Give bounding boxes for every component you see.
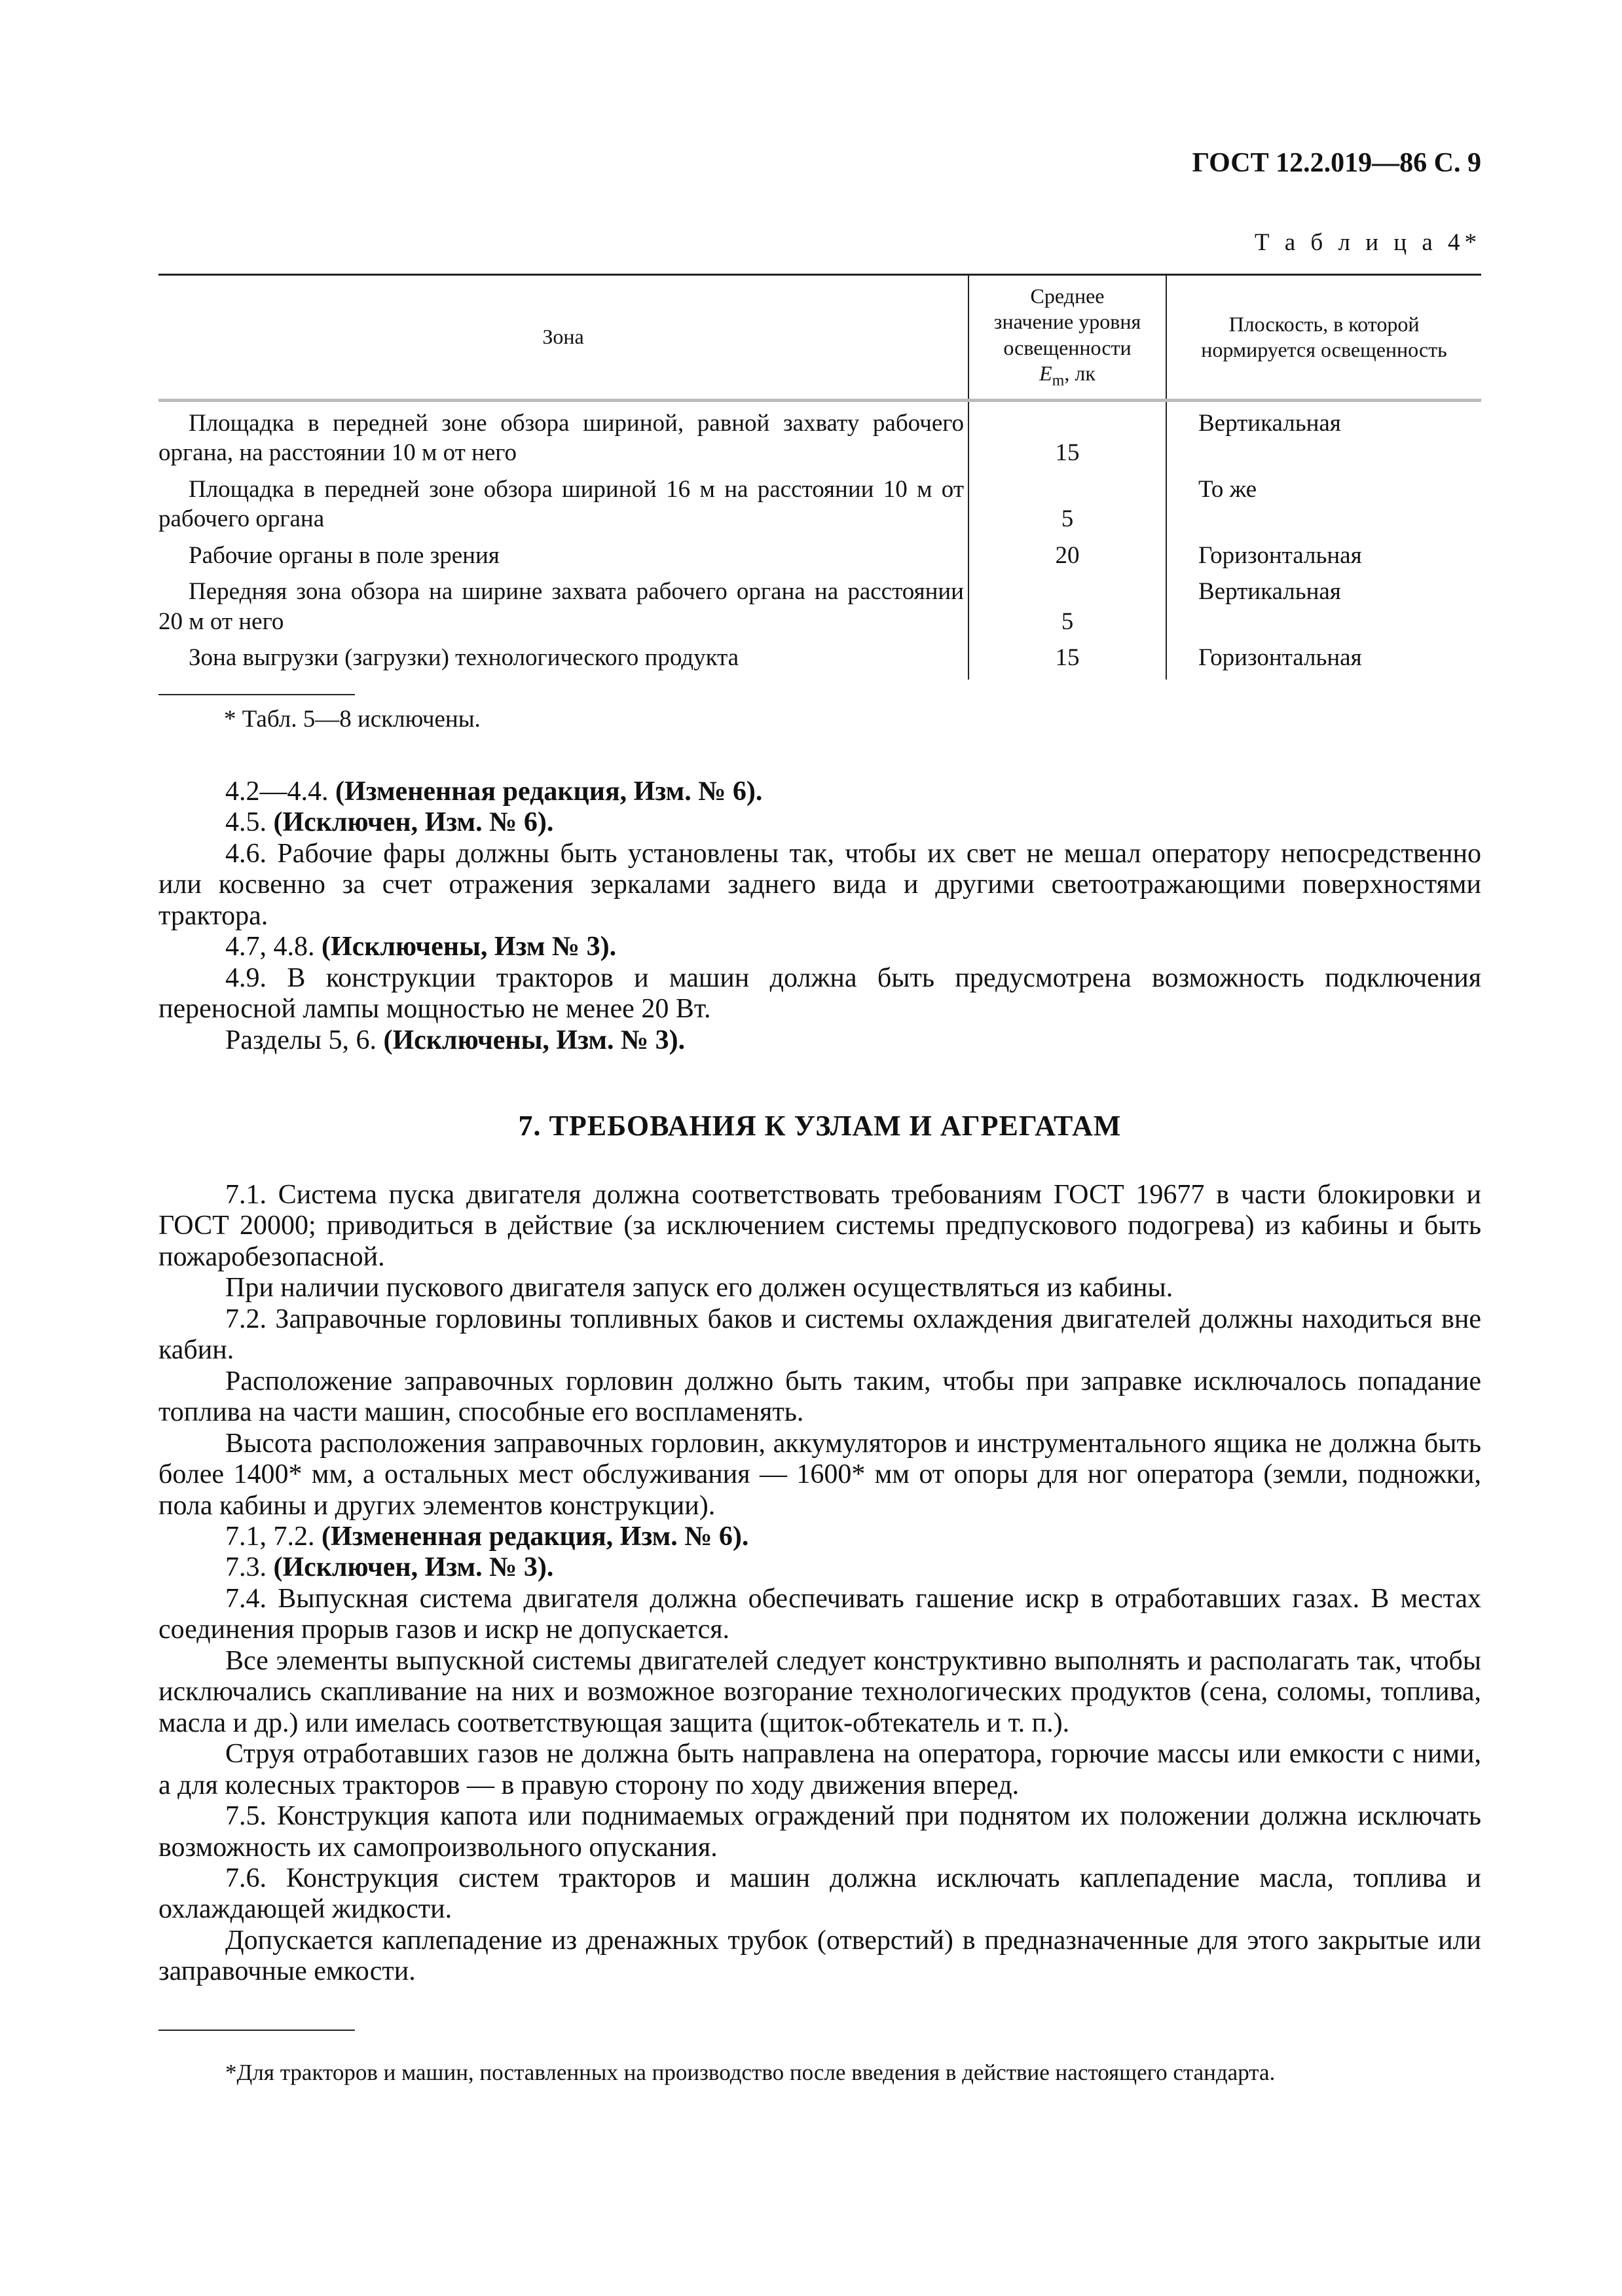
clause-text: Конструкция капота или поднимаемых ограждений при поднятом их положении должна исключать возможность их самопроизвольного опускания. bbox=[158, 1801, 1482, 1863]
paragraph bbox=[158, 1801, 1481, 1863]
row-plane: То же bbox=[1166, 475, 1481, 541]
clause-number: 4.7, 4.8. bbox=[225, 932, 315, 962]
table-row bbox=[158, 541, 1481, 577]
amendment-note: (Исключен, Изм. № 6). bbox=[273, 807, 554, 838]
clause-number: 7.4. bbox=[225, 1583, 267, 1614]
paragraph bbox=[158, 1304, 1481, 1366]
clause-number: 7.1. bbox=[225, 1180, 267, 1210]
clause-text: Конструкция систем тракторов и машин должна исключать каплепадение масла, топлива и охлаждающей жидкости. bbox=[158, 1863, 1482, 1925]
row-zone: Зона выгрузки (загрузки) технологического продукта bbox=[189, 644, 739, 672]
paragraph bbox=[158, 1646, 1481, 1739]
clause-number: 7.6. bbox=[225, 1863, 267, 1893]
clause-number: 4.5. bbox=[225, 807, 267, 838]
header-plane: Плоскость, в которой нормируется освещенность bbox=[1166, 275, 1481, 401]
paragraph bbox=[158, 839, 1481, 932]
paragraph bbox=[158, 932, 1481, 962]
row-zone: Площадка в передней зоне обзора шириной, равной захвату рабочего органа, на расстоянии 10 м от него bbox=[158, 409, 964, 467]
clause-text: Заправочные горловины топливных баков и системы охлаждения двигателей должны находиться вне кабин. bbox=[158, 1303, 1481, 1366]
table-row bbox=[158, 475, 1481, 541]
clause-number: 7.3. bbox=[225, 1552, 267, 1583]
clause-text: Все элементы выпускной системы двигателей следует конструктивно выполнять и располагать так, чтобы исключались скапливание на них и возможное возгорание технологических продуктов (сена, соломы, топлива, масла и др.) или имелась соответствующая защита (щиток-обтекатель и т. п.). bbox=[158, 1645, 1481, 1738]
paragraph bbox=[158, 1180, 1481, 1273]
clause-text: Система пуска двигателя должна соответствовать требованиям ГОСТ 19677 в части блокировки и ГОСТ 20000; приводиться в действие (за исключением системы предпускового подогрева) из кабины и быть пожаробезопасной. bbox=[158, 1180, 1481, 1272]
clause-text: Струя отработавших газов не должна быть направлена на оператора, горючие массы или емкости с ними, а для колесных тракторов — в правую сторону по ходу движения вперед. bbox=[158, 1739, 1481, 1800]
amendment-note: (Исключен, Изм. № 3). bbox=[273, 1552, 554, 1583]
clause-number: 4.2—4.4. bbox=[225, 776, 329, 807]
clause-number: 4.9. bbox=[225, 962, 267, 993]
paragraph bbox=[158, 1522, 1481, 1552]
clause-number: 7.2. bbox=[225, 1303, 267, 1334]
row-plane: Вертикальная bbox=[1166, 577, 1481, 643]
clause-number: 7.1, 7.2. bbox=[225, 1521, 315, 1552]
clause-text: Рабочие фары должны быть установлены так, чтобы их свет не мешал оператору непосредственно или косвенно за счет отражения зеркалами заднего вида и другими светоотражающими поверхностями трактора. bbox=[158, 838, 1482, 931]
header-value: Среднее значение уровня освещенности $E_m$, лк bbox=[968, 275, 1166, 401]
row-zone: Передняя зона обзора на ширине захвата рабочего органа на расстоянии 20 м от него bbox=[158, 578, 964, 635]
row-value: 15 bbox=[968, 400, 1166, 475]
amendment-note: (Измененная редакция, Изм. № 6). bbox=[335, 776, 763, 807]
row-value: 5 bbox=[968, 475, 1166, 541]
paragraph bbox=[158, 1025, 1481, 1056]
page-header: ГОСТ 12.2.019—86 С. 9 bbox=[1192, 148, 1481, 178]
table-row bbox=[158, 577, 1481, 643]
paragraph bbox=[158, 1366, 1481, 1429]
paragraph bbox=[158, 807, 1481, 838]
paragraph bbox=[158, 1925, 1481, 1988]
table-row bbox=[158, 643, 1481, 680]
paragraph bbox=[158, 1552, 1481, 1583]
row-zone: Площадка в передней зоне обзора шириной 16 м на расстоянии 10 м от рабочего органа bbox=[158, 475, 964, 533]
amendment-note: (Измененная редакция, Изм. № 6). bbox=[322, 1521, 749, 1552]
section-7-body bbox=[158, 1180, 1481, 1988]
paragraph bbox=[158, 963, 1481, 1025]
clause-text: При наличии пускового двигателя запуск его должен осуществляться из кабины. bbox=[225, 1273, 1173, 1303]
clause-text: Допускается каплепадение из дренажных трубок (отверстий) в предназначенные для этого закрытые или заправочные емкости. bbox=[158, 1925, 1481, 1987]
paragraph bbox=[158, 1273, 1481, 1303]
header-zone: Зона bbox=[158, 275, 968, 401]
paragraph bbox=[158, 1429, 1481, 1522]
row-zone: Рабочие органы в поле зрения bbox=[189, 541, 500, 569]
row-plane: Горизонтальная bbox=[1166, 541, 1481, 577]
row-plane: Вертикальная bbox=[1166, 400, 1481, 475]
clause-text: Выпускная система двигателя должна обеспечивать гашение искр в отработавших газах. В местах соединения прорыв газов и искр не допускается. bbox=[158, 1583, 1481, 1645]
row-value: 5 bbox=[968, 577, 1166, 643]
clause-text: Высота расположения заправочных горловин, аккумуляторов и инструментального ящика не должна быть более 1400* мм, а остальных мест обслуживания — 1600* мм от опоры для ног оператора (земли, подножки, пола кабины и других элементов конструкции). bbox=[158, 1428, 1481, 1521]
paragraph bbox=[158, 1863, 1481, 1925]
row-value: 20 bbox=[968, 541, 1166, 577]
clause-number: Разделы 5, 6. bbox=[225, 1025, 377, 1055]
row-value: 15 bbox=[968, 643, 1166, 680]
section-title: 7. ТРЕБОВАНИЯ К УЗЛАМ И АГРЕГАТАМ bbox=[518, 1110, 1122, 1142]
paragraph bbox=[158, 1739, 1481, 1801]
footnote-divider bbox=[158, 694, 355, 695]
table-4 bbox=[158, 274, 1481, 731]
row-plane: Горизонтальная bbox=[1166, 643, 1481, 680]
clause-number: 7.5. bbox=[225, 1801, 267, 1832]
clause-number: 4.6. bbox=[225, 838, 267, 869]
paragraph bbox=[158, 1584, 1481, 1646]
clause-text: Расположение заправочных горловин должно быть таким, чтобы при заправке исключалось попадание топлива на части машин, способные его воспламенять. bbox=[158, 1366, 1481, 1428]
paragraph bbox=[158, 776, 1481, 807]
table-row bbox=[158, 400, 1481, 475]
table-footnote: * Табл. 5—8 исключены. bbox=[224, 705, 481, 733]
footnote-divider bbox=[158, 2030, 355, 2031]
table-title: Т а б л и ц а 4* bbox=[1254, 229, 1481, 256]
amendment-note: (Исключены, Изм. № 3). bbox=[383, 1025, 686, 1055]
page-footnote: *Для тракторов и машин, поставленных на производство после введения в действие настоящего стандарта. bbox=[225, 2060, 1276, 2085]
amendment-note: (Исключены, Изм № 3). bbox=[322, 932, 617, 962]
clause-text: В конструкции тракторов и машин должна быть предусмотрена возможность подключения переносной лампы мощностью не менее 20 Вт. bbox=[158, 962, 1482, 1025]
clauses-section-4 bbox=[158, 776, 1481, 1056]
